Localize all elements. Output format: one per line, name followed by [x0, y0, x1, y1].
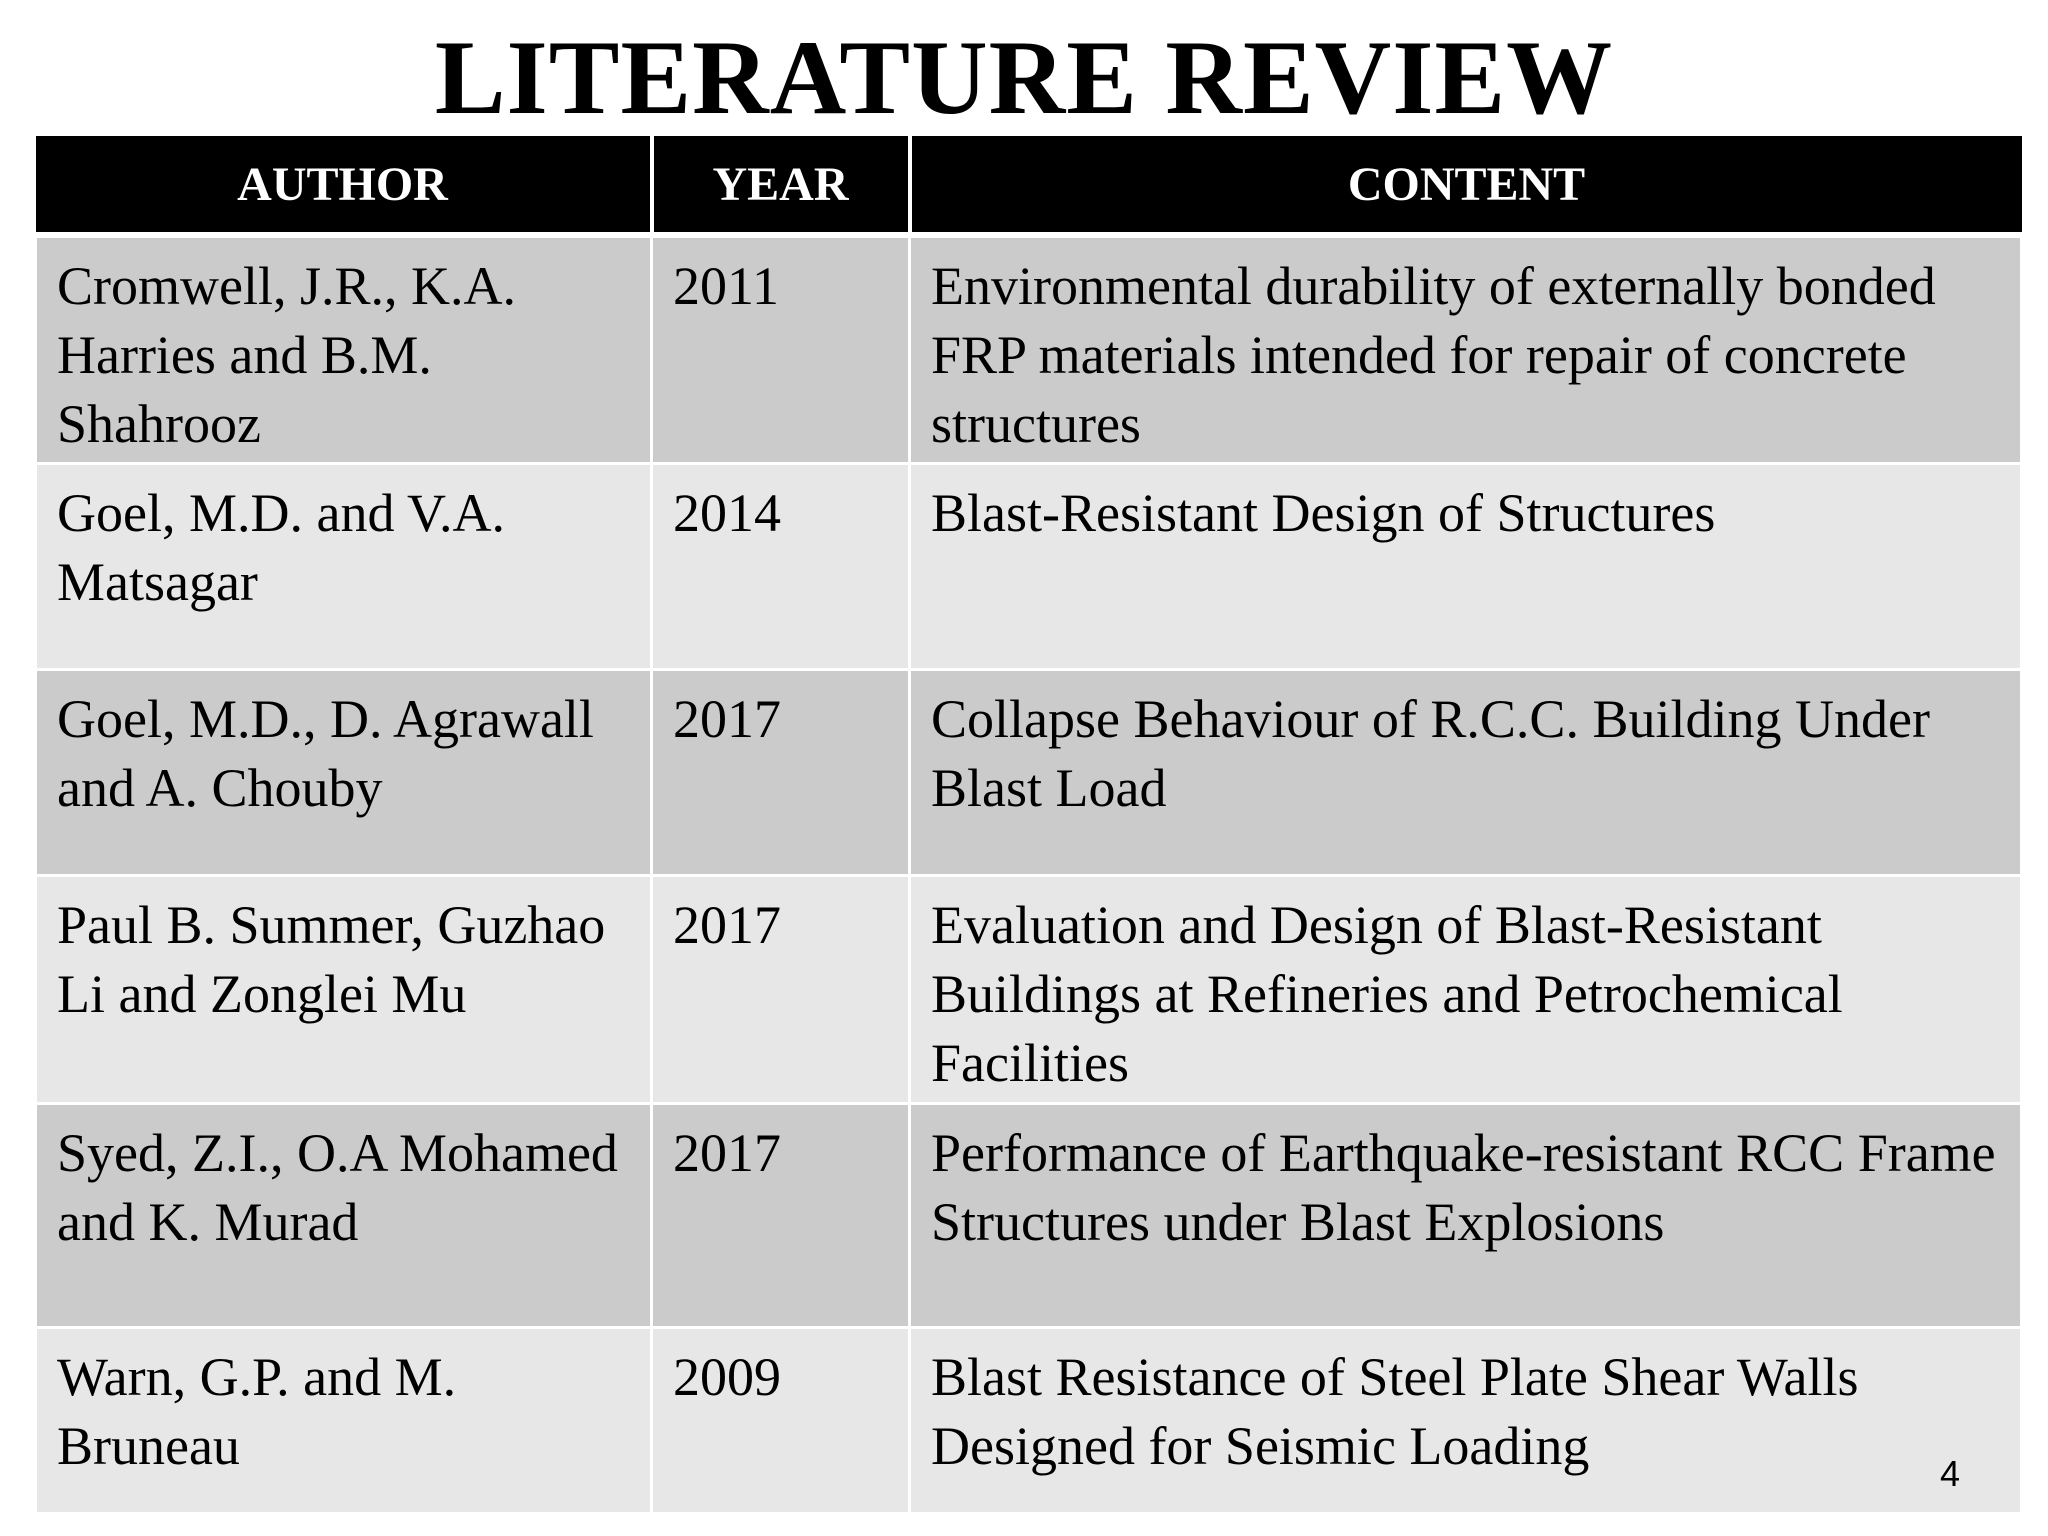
author-cell: Cromwell, J.R., K.A. Harries and B.M. Shahrooz	[36, 235, 652, 463]
year-cell: 2017	[652, 669, 910, 875]
author-cell: Goel, M.D. and V.A. Matsagar	[36, 463, 652, 669]
column-header-author: AUTHOR	[36, 136, 652, 235]
year-cell: 2014	[652, 463, 910, 669]
literature-table	[34, 136, 2023, 1515]
table-row	[36, 875, 2022, 1103]
content-cell: Evaluation and Design of Blast-Resistant Buildings at Refineries and Petrochemical Facilities	[910, 875, 2022, 1103]
year-cell: 2011	[652, 235, 910, 463]
page-title: LITERATURE REVIEW	[434, 19, 1614, 136]
author-cell: Syed, Z.I., O.A Mohamed and K. Murad	[36, 1103, 652, 1327]
content-cell: Performance of Earthquake-resistant RCC Frame Structures under Blast Explosions	[910, 1103, 2022, 1327]
table-header-row	[36, 136, 2022, 235]
content-cell: Blast Resistance of Steel Plate Shear Walls Designed for Seismic Loading	[910, 1327, 2022, 1513]
author-cell: Goel, M.D., D. Agrawall and A. Chouby	[36, 669, 652, 875]
page-number: 4	[1939, 1453, 1960, 1494]
author-cell: Warn, G.P. and M. Bruneau	[36, 1327, 652, 1513]
year-cell: 2017	[652, 875, 910, 1103]
content-cell: Environmental durability of externally bonded FRP materials intended for repair of concrete structures	[910, 235, 2022, 463]
table-row	[36, 235, 2022, 463]
author-cell: Paul B. Summer, Guzhao Li and Zonglei Mu	[36, 875, 652, 1103]
table-row	[36, 463, 2022, 669]
year-cell: 2009	[652, 1327, 910, 1513]
table-row	[36, 669, 2022, 875]
content-cell: Collapse Behaviour of R.C.C. Building Under Blast Load	[910, 669, 2022, 875]
column-header-year: YEAR	[652, 136, 910, 235]
table-row	[36, 1103, 2022, 1327]
table-row	[36, 1327, 2022, 1513]
year-cell: 2017	[652, 1103, 910, 1327]
content-cell: Blast-Resistant Design of Structures	[910, 463, 2022, 669]
column-header-content: CONTENT	[910, 136, 2022, 235]
